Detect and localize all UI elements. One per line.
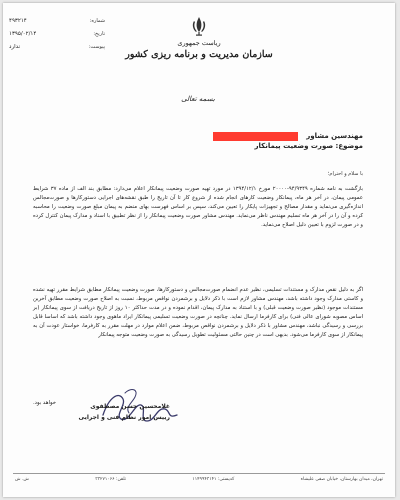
footer-divider [13, 473, 385, 474]
body-paragraph-1: بازگشت به نامه شماره ۹۴/۹۳۴۹-۲۰۰۰۰ مورخ ۱۳۹۴/۱۲/۱ در مورد تهیه صورت وضعیت پیمانکار اعلام می‌دارد: مطابق بند الف از ماده ۳۷ شرایط عمومی پیمان، در آخر هر ماه، پیمانکار وضعیت کارهای انجام شده از شروع کار تا آن تاریخ را طبق نقشه‌های اجرایی دستورکارها و صورت‌مجالس اندازه‌گیری می‌نماید و مقدار مصالح و تجهیزات پایکار را تعیین می‌کند، سپس بر اساس فهرست بهای منضم به پیمان مبلغ صورت وضعیت را محاسبه کرده و آن را در آخر هر ماه تسلیم مهندس ناظر می‌نماید. مهندس مشاور صورت وضعیت پیمانکار را از نظر تطبیق با اسناد و مدارک پیمان کنترل کرده و در صورت لزوم با تعیین دلیل اصلاح می‌نماید. [33, 186, 364, 228]
footer-address: تهران، میدان بهارستان، خیابان صفی علیشاه [300, 477, 383, 482]
addressee-line: مهندسین مشاور [306, 132, 363, 140]
letter-page [3, 3, 395, 497]
signatory-title: رییس امور نظام فنی و اجرایی [78, 414, 170, 421]
body-paragraph-2: اگر به دلیل نقص مدارک و مستندات تسلیمی، نظیر عدم انضمام صورت‌مجالس و دستورکارها، صورت وضعیت پیمانکار مطابق شرایط مقرر تهیه نشده و کاستی مدارک وجود داشته باشد، مهندس مشاور لازم است با ذکر دلایل و برشمردن نواقص مربوط، نسبت به اصلاح صورت وضعیت مطابق آخرین مستندات موجود (نظیر صورت وضعیت قبلی) و با استناد به مدارک پیمان، اقدام نموده و در مدت حداکثر ۱۰ روز از تاریخ دریافت از سوی پیمانکار (بر اساس مصوبه شورای عالی فنی) برای کارفرما ارسال نماید. چنانچه در صورت وضعیت تسلیمی پیمانکار ایراد ماهوی وجود داشته باشد که اساسا قابل بررسی و رسیدگی نباشد، مهندس مشاور با ذکر دلایل و برشمردن نواقص مربوط، ضمن اعلام موارد در مهلت مقرر به کارفرما، خواستار عودت آن به پیمانکار از سوی کارفرما می‌شود. بدیهی است در چنین حالتی مسئولیت تطویل رسیدگی به صورت وضعیت متوجه پیمانکار [33, 287, 363, 338]
org-line-presidency: ریاست جمهوری [177, 39, 221, 47]
iran-emblem-logo [188, 15, 210, 37]
org-line-name: سازمان مدیریت و برنامه ریزی کشور [125, 49, 273, 60]
subject-line: موضوع: صورت وضعیت پیمانکار [254, 142, 363, 150]
number-label: شماره: [89, 18, 105, 24]
letter-attachment: ندارد [9, 44, 21, 50]
attachment-label: پیوست: [88, 44, 105, 50]
letter-meta-labels [75, 15, 105, 54]
footer-postal-code: کدپستی: ۱۱۴۹۹۴۳۱۴۱ [192, 477, 235, 482]
letter-meta-values [9, 15, 79, 54]
addressee-block [33, 131, 363, 151]
salutation: با سلام و احترام؛ [327, 171, 363, 177]
letter-footer [15, 477, 383, 482]
footer-phone: تلفن: ۳۳۲۷۱۰۶۶ [95, 477, 126, 482]
letter-number: ۴۹۳۲۱۴ [9, 18, 27, 24]
date-label: تاریخ: [93, 31, 105, 37]
footer-fax: ش. ش [15, 477, 29, 482]
signatory-name: غلامحسین حسن مصطفوی [90, 403, 170, 410]
letter-date: ۱۳۹۵/۰۲/۱۴ [9, 31, 37, 37]
redaction-box [213, 132, 298, 141]
bismillah-heading: بسمه تعالی [181, 95, 215, 103]
body-closing-line: خواهد بود. [33, 400, 56, 406]
